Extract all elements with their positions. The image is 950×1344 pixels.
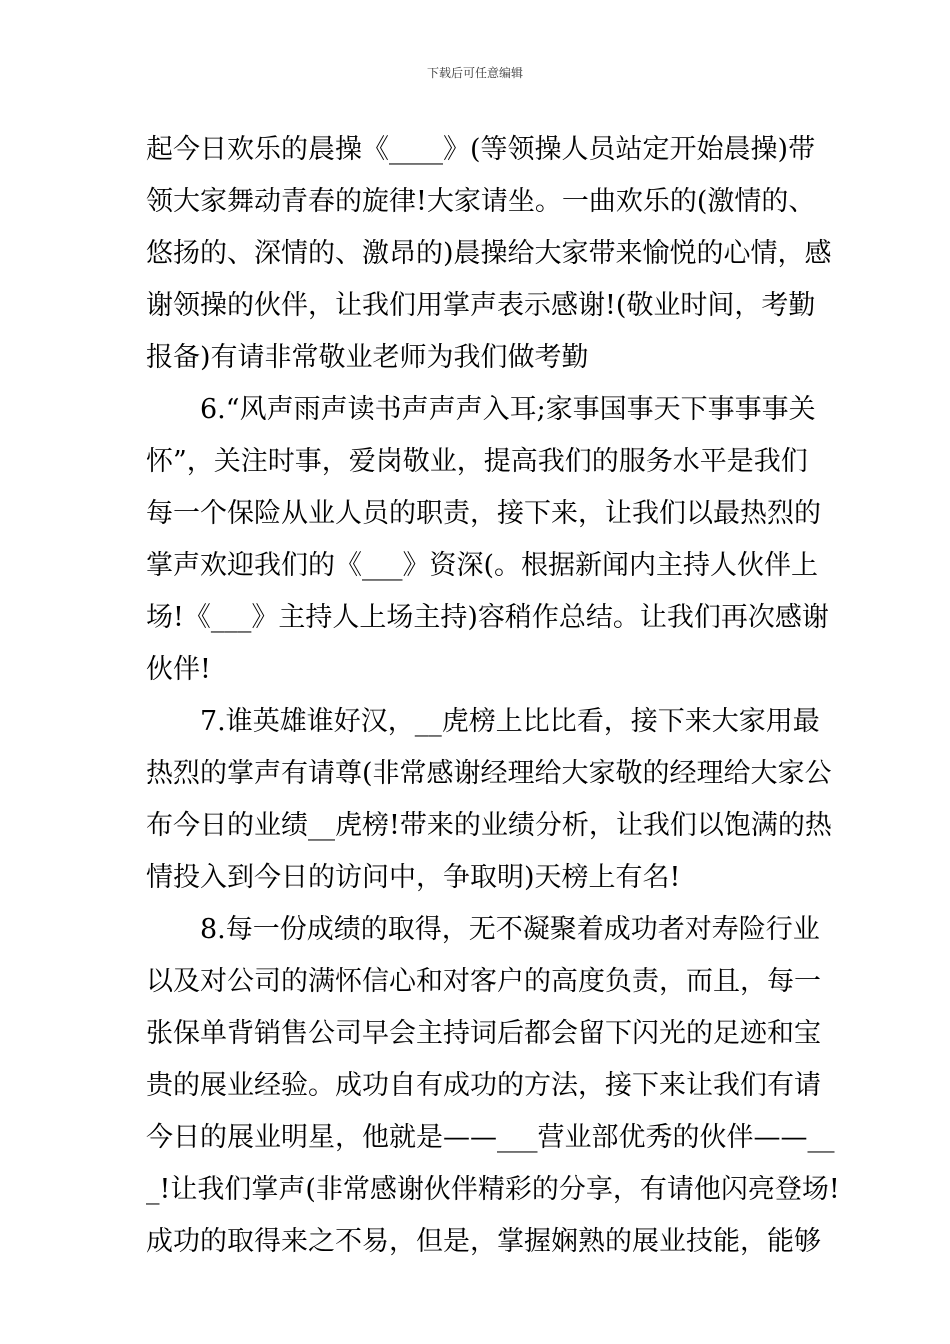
paragraph-7-first-line: 7.谁英雄谁好汉，__虎榜上比比看，接下来大家用最 [200,706,820,737]
document-body [146,124,840,1268]
text-line: 起今日欢乐的晨操《____》(等领操人员站定开始晨操)带 [146,134,816,165]
text-line: 热烈的掌声有请尊(非常感谢经理给大家敬的经理给大家公 [146,758,832,789]
text-line: 报备)有请非常敬业老师为我们做考勤 [146,342,589,373]
text-line: 每一个保险从业人员的职责，接下来，让我们以最热烈的 [146,498,821,529]
text-line: 布今日的业绩__虎榜!带来的业绩分析，让我们以饱满的热 [146,810,832,841]
text-line: 伙伴! [146,654,211,685]
text-line: 谢领操的伙伴，让我们用掌声表示感谢!(敬业时间，考勤 [146,290,816,321]
text-line: _!让我们掌声(非常感谢伙伴精彩的分享，有请他闪亮登场! [146,1174,840,1205]
text-line: 掌声欢迎我们的《___》资深(。根据新闻内主持人伙伴上 [146,550,819,581]
text-line: 怀”，关注时事，爱岗敬业，提高我们的服务水平是我们 [146,446,808,477]
text-line: 情投入到今日的访问中，争取明)天榜上有名! [146,862,681,893]
paragraph-8-first-line: 8.每一份成绩的取得，无不凝聚着成功者对寿险行业 [200,914,820,945]
page-header-note: 下载后可任意编辑 [426,66,523,80]
text-line: 悠扬的、深情的、激昂的)晨操给大家带来愉悦的心情，感 [146,238,832,269]
text-line: 贵的展业经验。成功自有成功的方法，接下来让我们有请 [146,1070,821,1101]
text-line: 以及对公司的满怀信心和对客户的高度负责，而且，每一 [146,966,821,997]
text-line: 场!《___》主持人上场主持)容稍作总结。让我们再次感谢 [146,602,829,633]
text-line: 领大家舞动青春的旋律!大家请坐。一曲欢乐的(激情的、 [146,186,816,217]
text-line: 张保单背销售公司早会主持词后都会留下闪光的足迹和宝 [146,1018,821,1049]
paragraph-6-first-line: 6.“风声雨声读书声声声入耳;家事国事天下事事事关 [200,394,816,425]
text-line: 成功的取得来之不易，但是，掌握娴熟的展业技能，能够 [146,1226,821,1257]
text-line: 今日的展业明星，他就是——___营业部优秀的伙伴——__ [146,1122,835,1153]
